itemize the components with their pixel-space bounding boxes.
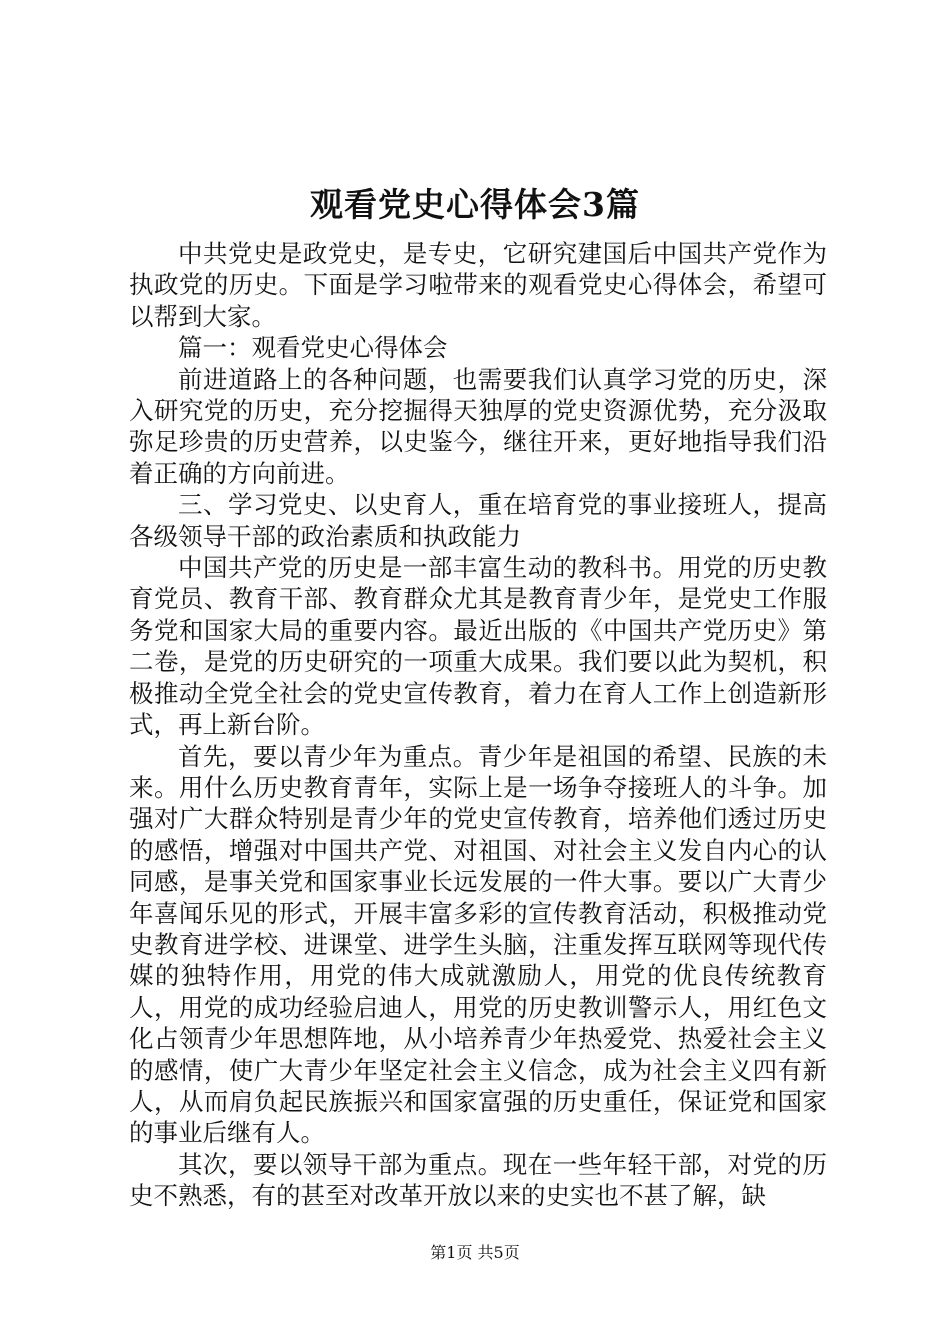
subsection-heading: 三、学习党史、以史育人，重在培育党的事业接班人，提高各级领导干部的政治素质和执政能力 — [129, 490, 827, 551]
paragraph: 前进道路上的各种问题，也需要我们认真学习党的历史，深入研究党的历史，充分挖掘得天独厚的党史资源优势，充分汲取弥足珍贵的历史营养，以史鉴今，继往开来，更好地指导我们沿着正确的方向前进。 — [129, 364, 827, 488]
document-body — [129, 238, 827, 1212]
paragraph: 其次，要以领导干部为重点。现在一些年轻干部，对党的历史不熟悉，有的甚至对改革开放以来的史实也不甚了解，缺 — [129, 1149, 827, 1211]
page-footer: 第1页 共5页 — [430, 1243, 520, 1262]
paragraph: 中国共产党的历史是一部丰富生动的教科书。用党的历史教育党员、教育干部、教育群众尤其是教育青少年，是党史工作服务党和国家大局的重要内容。最近出版的《中国共产党历史》第二卷，是党的历史研究的一项重大成果。我们要以此为契机，积极推动全党全社会的党史宣传教育，着力在育人工作上创造新形式，再上新台阶。 — [129, 553, 827, 740]
paragraph: 首先，要以青少年为重点。青少年是祖国的希望、民族的未来。用什么历史教育青年，实际上是一场争夺接班人的斗争。加强对广大群众特别是青少年的党史宣传教育，培养他们透过历史的感悟，增强对中国共产党、对祖国、对社会主义发自内心的认同感，是事关党和国家事业长远发展的一件大事。要以广大青少年喜闻乐见的形式，开展丰富多彩的宣传教育活动，积极推动党史教育进学校、进课堂、进学生头脑，注重发挥互联网等现代传媒的独特作用，用党的伟大成就激励人，用党的优良传统教育人，用党的成功经验启迪人，用党的历史教训警示人，用红色文化占领青少年思想阵地，从小培养青少年热爱党、热爱社会主义的感情，使广大青少年坚定社会主义信念，成为社会主义四有新人，从而肩负起民族振兴和国家富强的历史重任，保证党和国家的事业后继有人。 — [129, 741, 827, 1148]
section-heading: 篇一：观看党史心得体会 — [178, 333, 448, 363]
paragraph-intro: 中共党史是政党史，是专史，它研究建国后中国共产党作为执政党的历史。下面是学习啦带来的观看党史心得体会，希望可以帮到大家。 — [129, 239, 827, 331]
document-title: 观看党史心得体会3篇 — [310, 185, 640, 224]
